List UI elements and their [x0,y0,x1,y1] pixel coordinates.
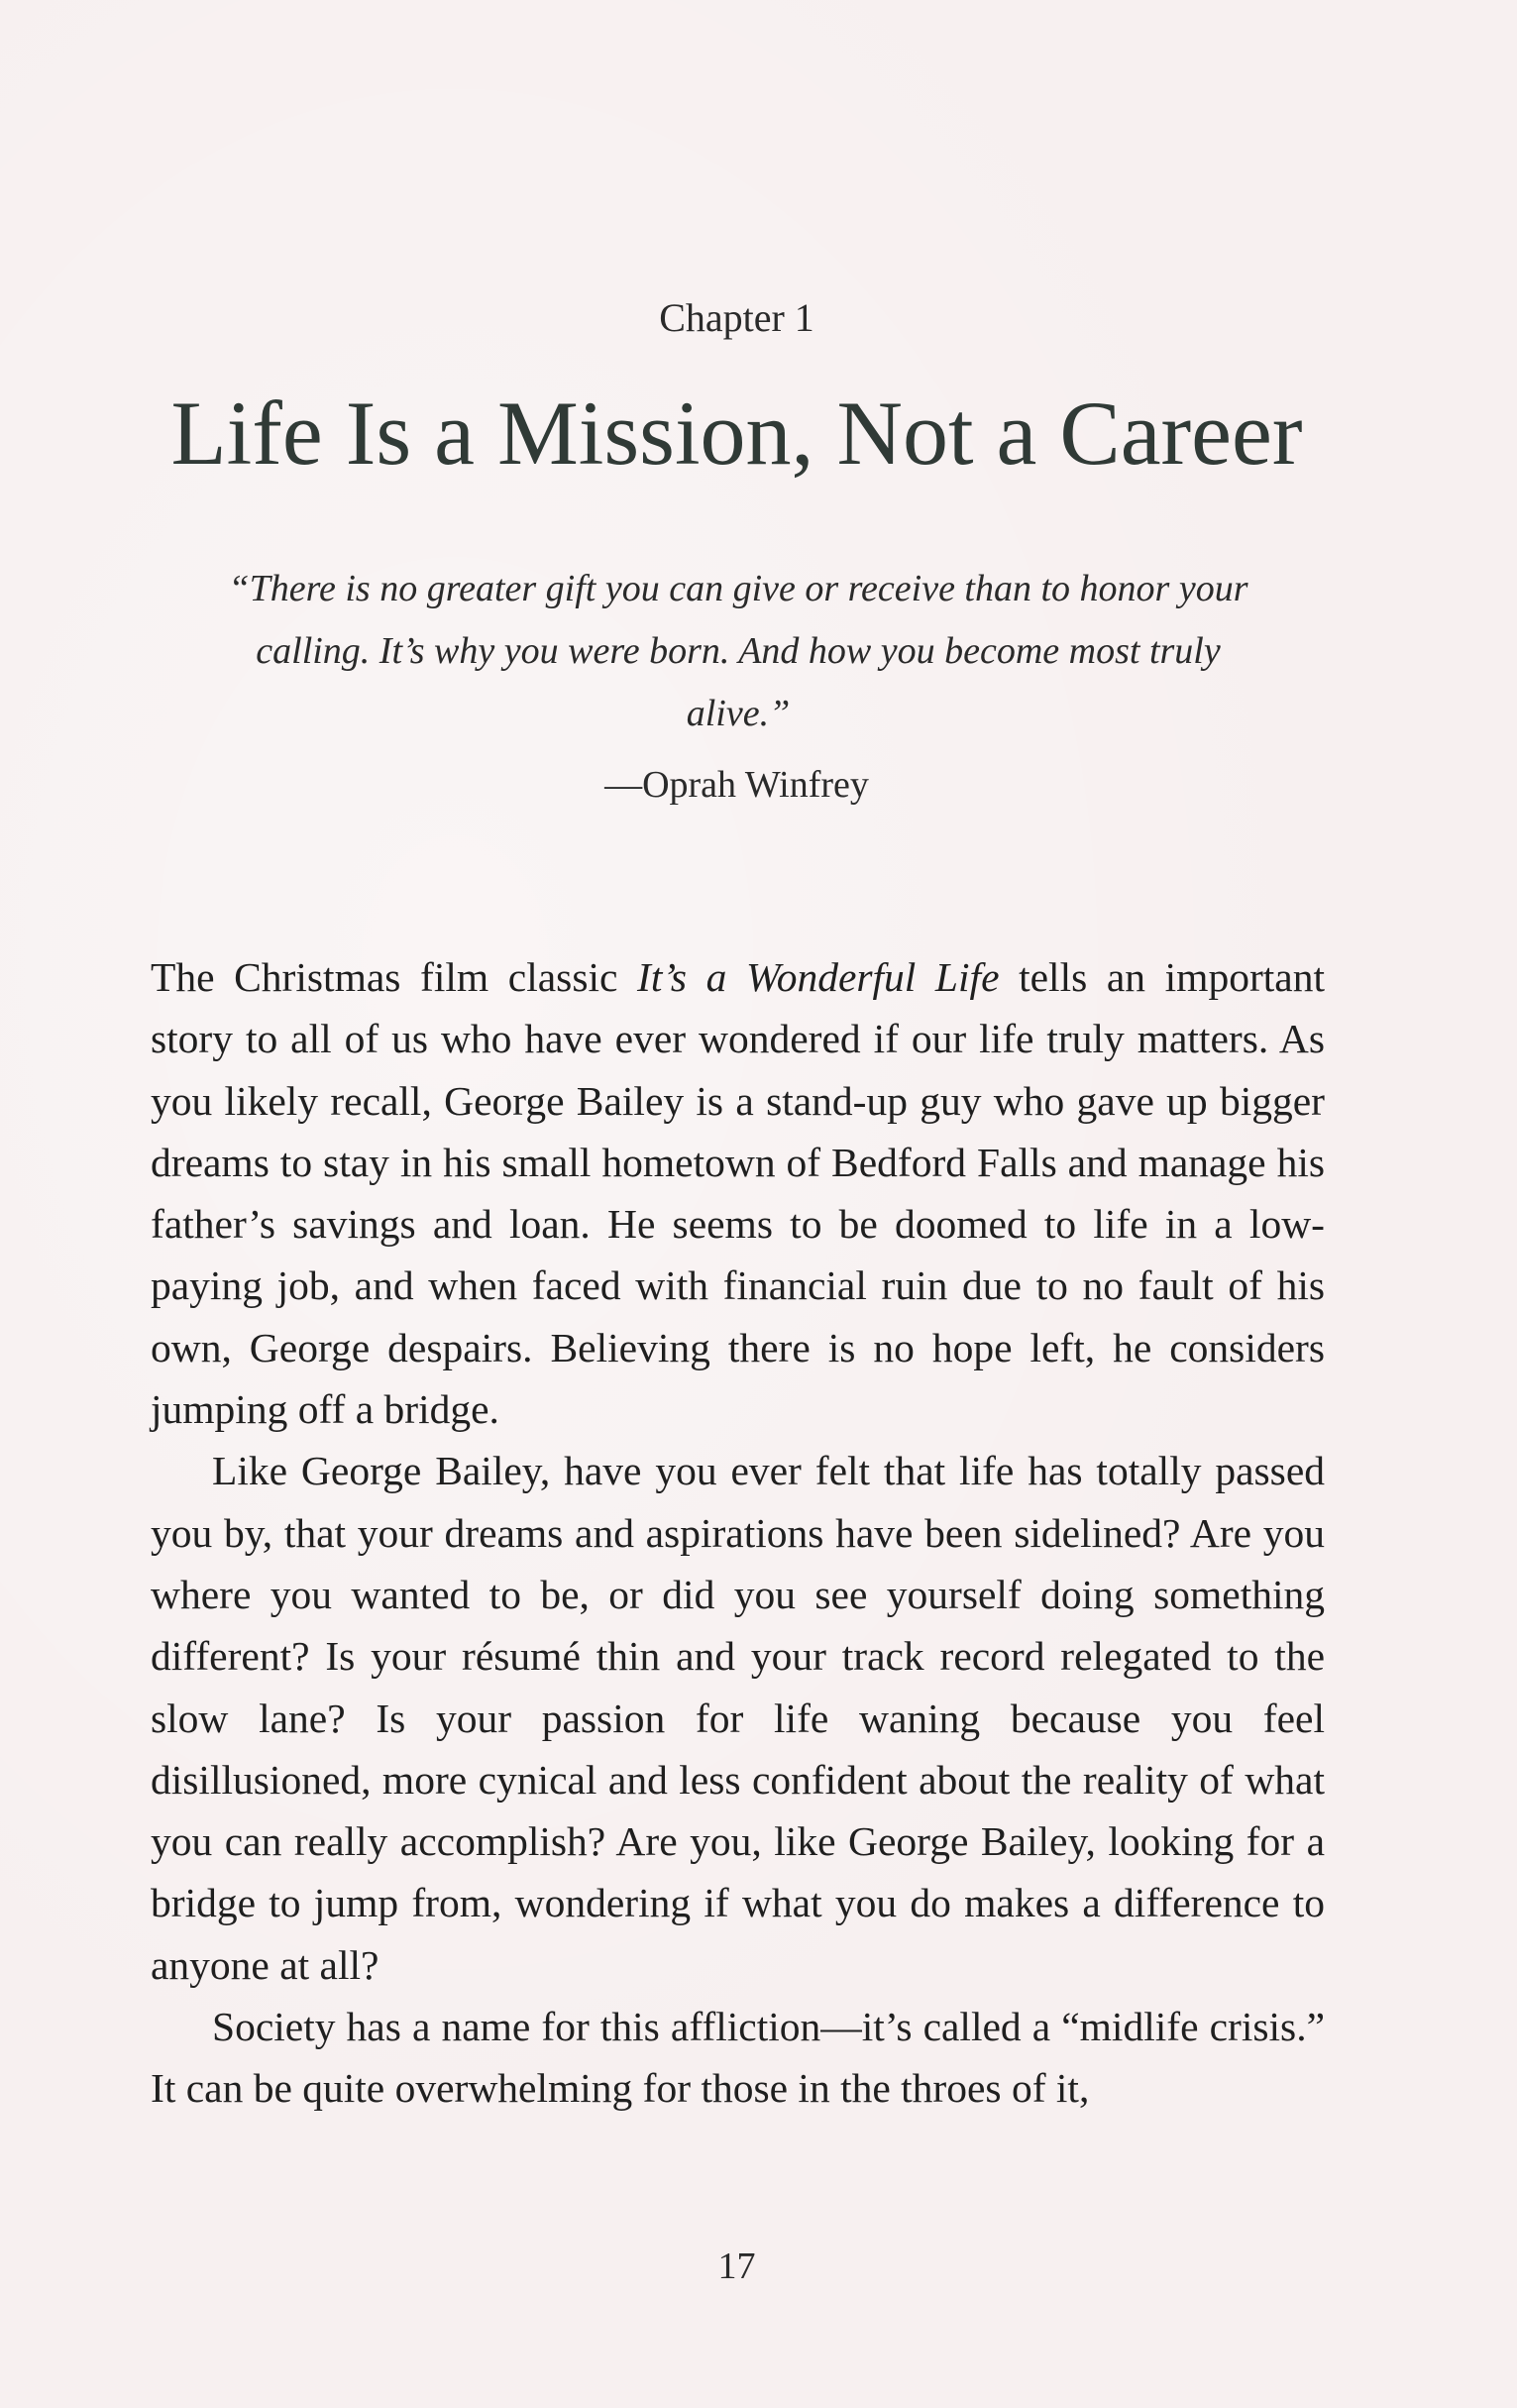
chapter-title: Life Is a Mission, Not a Career [170,383,1303,484]
paragraph-1-start: The Christmas film classic [151,954,638,1000]
paragraph-3: Society has a name for this affliction—it’s called a “midlife crisis.” It can be quite overwhelming for those in the throes of it, [151,2004,1325,2112]
paragraph-2: Like George Bailey, have you ever felt that life has totally passed you by, that your dreams and aspirations have been sidelined? Are you where you wanted to be, or did you see yourself doing something different? Is your résumé thin and your track record relegated to the slow lane? Is your passion for life waning because you feel disillusioned, more cynical and less confident about the reality of what you can really accomplish? Are you, like George Bailey, looking for a bridge to jump from, wondering if what you do makes a difference to anyone at all? [151,1448,1325,1988]
epigraph-attribution: —Oprah Winfrey [604,764,869,806]
paragraph-1 [151,946,1325,1440]
film-title: It’s a Wonderful Life [637,954,1000,1000]
page-number: 17 [717,2245,756,2287]
epigraph-quote: “There is no greater gift you can give or receive than to honor your calling. It’s why you were born. And how you become most truly alive.” [228,568,1248,734]
body-text [151,946,1325,2120]
chapter-label: Chapter 1 [659,295,814,340]
paragraph-1-rest: tells an important story to all of us who have ever wondered if our life truly matters. As you likely recall, George Bailey is a stand-up guy who gave up bigger dreams to stay in his small hometown of Bedford Falls and manage his father’s savings and loan. He seems to be doomed to life in a low-paying job, and when faced with financial ruin due to no fault of his own, George despairs. Believing there is no hope left, he considers jumping off a bridge. [151,954,1325,1433]
